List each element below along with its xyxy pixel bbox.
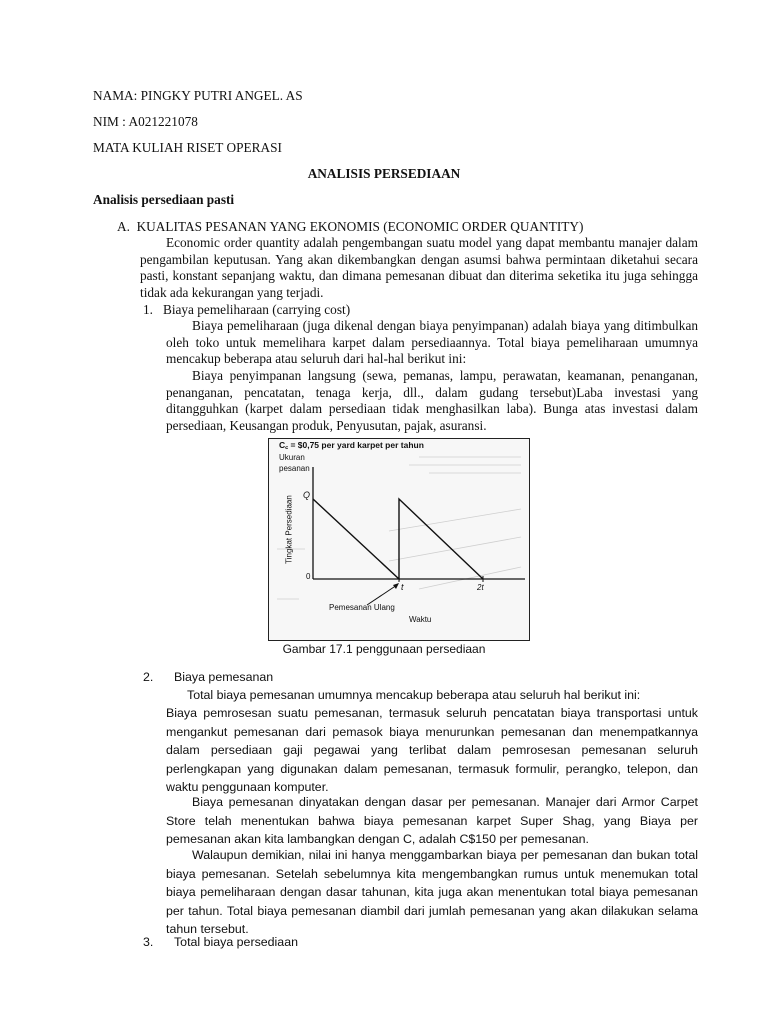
reorder-label: Pemesanan Ulang bbox=[329, 603, 395, 612]
q-label: Q bbox=[303, 490, 311, 500]
item-2-paragraph-2: Biaya pemrosesan suatu pemesanan, termasuk seluruh pencatatan biaya transportasi untuk menganku​t pemesanan dari pemasok biaya menurunkan pemesanan dan menempatkannya dalam persediaan gaji pegawai yang terlibat dalam pemrosesan pemesanan seluruh perlengkapan yang digunakan dalam pemesanan, termasuk formulir, perangko, telepon, dan waktu penggunaan komputer. bbox=[166, 706, 698, 795]
item-2-paragraph-3: Biaya pemesanan dinyatakan dengan dasar per pemesanan. Manajer dari Armor Carpet Store telah menentukan bahwa biaya pemesanan karpet Super Shag, yang Biaya per pemesanan akan kita lambangkan dengan C, adalah C$150 per pemesanan. bbox=[166, 795, 698, 847]
item-2-heading: 2. Biaya pemesanan bbox=[143, 670, 274, 684]
page-title: ANALISIS PERSEDIAAN bbox=[307, 166, 461, 181]
item-1-heading: 1. Biaya pemeliharaan (carrying cost) bbox=[143, 302, 351, 317]
y-axis-label: Tingkat Persediaan bbox=[284, 495, 294, 564]
section-a-heading: A. KUALITAS PESANAN YANG EKONOMIS (ECONOMIC ORDER QUANTITY) bbox=[117, 219, 584, 234]
student-nim: NIM : A021221078 bbox=[93, 114, 198, 129]
section-a-paragraph: Economic order quantity adalah pengembangan suatu model yang dapat membantu manajer dalam pengambilan keputusan. Yang akan dikembangkan dengan asumsi bahwa permintaan diketahui secara pasti, konstant sepanjang waktu, dan dimana pemesanan dibuat dan diterima seketika itu juga sehingga tidak ada kekurangan yang terjadi. bbox=[140, 235, 698, 300]
two-t-label: 2t bbox=[477, 583, 484, 592]
item-2-paragraph-1: Total biaya pemesanan umumnya mencakup beberapa atau seluruh hal berikut ini: bbox=[187, 688, 641, 702]
item-1-paragraph-1: Biaya pemeliharaan (juga dikenal dengan biaya penyimpanan) adalah biaya yang ditimbulkan oleh toko untuk memelihara karpet dalam persediaannya. Total biaya pemeliharaan umumnya mencakup beberapa atau seluruh dari hal-hal berikut ini: bbox=[166, 318, 698, 367]
inventory-sawtooth bbox=[313, 499, 483, 579]
item-1-paragraph-2: Biaya penyimpanan langsung (sewa, pemanas, lampu, perawatan, keamanan, penanganan, penanganan, pencatatan, tenaga kerja, dll., dalam gudang tersebut)Laba investasi yang ditangguhkan (karpet dalam persediaan tidak menghasilkan laba). Bunga atas investasi dalam persediaan, Keusangan produk, Penyusutan, pajak, asuransi. bbox=[166, 368, 698, 433]
section-subtitle: Analisis persediaan pasti bbox=[93, 192, 235, 207]
zero-label: 0 bbox=[306, 572, 311, 581]
carrying-cost-label: C꜀ = $0,75 per yard karpet per tahun bbox=[279, 440, 424, 450]
item-3-heading: 3. Total biaya persediaan bbox=[143, 935, 298, 949]
inventory-figure bbox=[268, 438, 530, 641]
figure-caption: Gambar 17.1 penggunaan persediaan bbox=[282, 642, 486, 656]
t-label: t bbox=[401, 582, 404, 592]
reorder-arrow bbox=[367, 585, 397, 605]
order-size-label-2: pesanan bbox=[279, 464, 310, 473]
item-2-paragraph-4: Walaupun demikian, nilai ini hanya menggambarkan biaya per pemesanan dan bukan total biaya pemesanan. Setelah sebelumnya kita mengembangkan rumus untuk menemukan total biaya pemeliharaan dengan dasar tahunan, kita juga akan menentukan total biaya pemesanan per tahun. Total biaya pemesanan diambil dari jumlah pemesanan yang akan dilakukan selama tahun tersebut. bbox=[166, 848, 698, 937]
course-name: MATA KULIAH RISET OPERASI bbox=[93, 140, 282, 155]
time-axis-label: Waktu bbox=[409, 615, 432, 624]
student-name: NAMA: PINGKY PUTRI ANGEL. AS bbox=[93, 88, 303, 103]
order-size-label-1: Ukuran bbox=[279, 453, 305, 462]
